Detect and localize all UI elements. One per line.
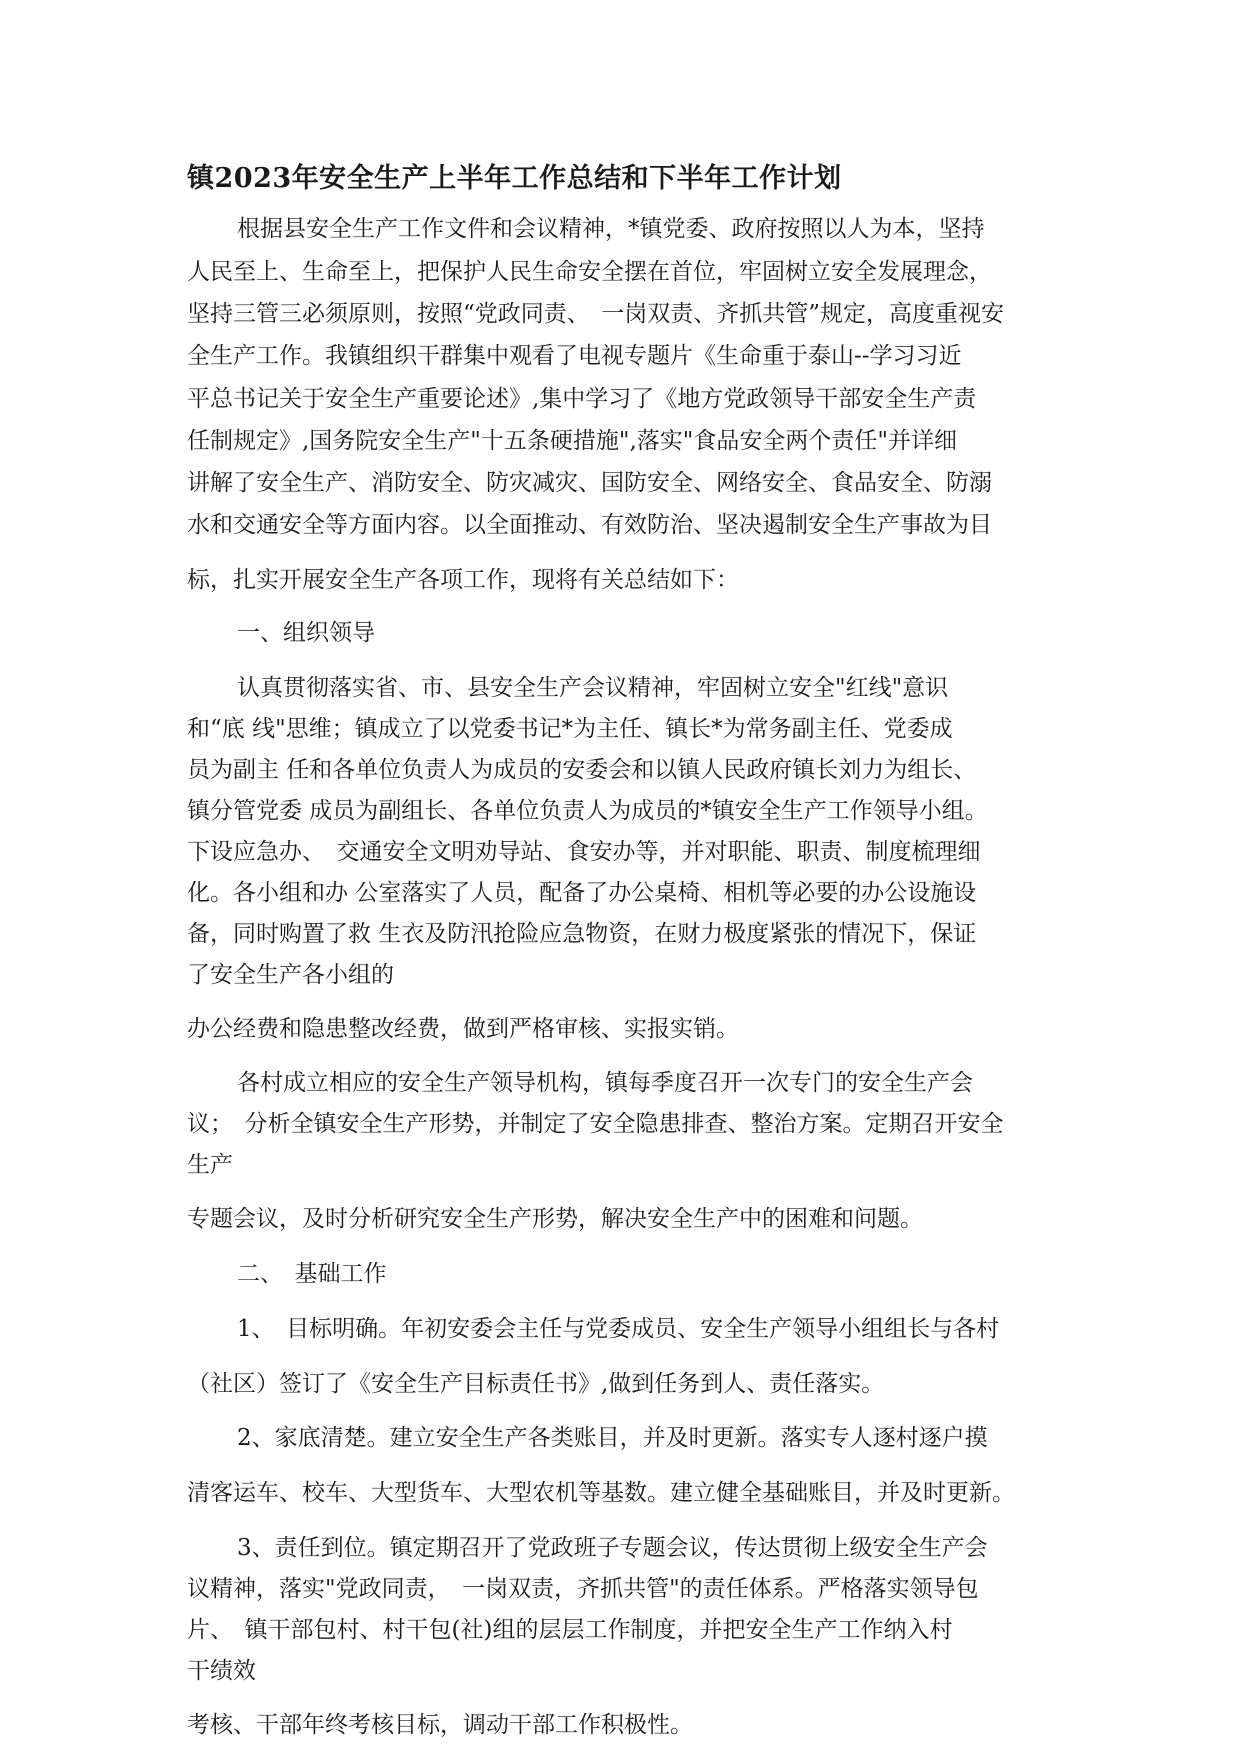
paragraph-line: 议； 分析全镇安全生产形势，并制定了安全隐患排查、整治方案。定期召开安全 [187, 1111, 1004, 1137]
paragraph-line: 清客运车、校车、大型货车、大型农机等基数。建立健全基础账目，并及时更新。 [187, 1480, 1015, 1506]
section-heading: 一、组织领导 [237, 620, 375, 646]
paragraph-line: 办公经费和隐患整改经费，做到严格审核、实报实销。 [187, 1016, 739, 1042]
paragraph-line: 任制规定》,国务院安全生产"十五条硬措施",落实"食品安全两个责任"并详细 [187, 428, 957, 454]
paragraph-line: 2、家底清楚。建立安全生产各类账目，并及时更新。落实专人逐村逐户摸 [237, 1425, 988, 1451]
paragraph-line: 议精神，落实"党政同责， 一岗双责，齐抓共管"的责任体系。严格落实领导包 [187, 1576, 979, 1602]
paragraph-line: 标，扎实开展安全生产各项工作，现将有关总结如下： [187, 567, 739, 593]
paragraph-line: 考核、干部年终考核目标，调动干部工作积极性。 [187, 1712, 693, 1738]
paragraph-line: （社区）签订了《安全生产目标责任书》,做到任务到人、责任落实。 [187, 1371, 885, 1397]
document-title: 镇2023年安全生产上半年工作总结和下半年工作计划 [187, 163, 842, 194]
paragraph-line: 生产 [187, 1152, 233, 1178]
paragraph-line: 各村成立相应的安全生产领导机构，镇每季度召开一次专门的安全生产会 [237, 1070, 973, 1096]
paragraph-line: 员为副主 任和各单位负责人为成员的安委会和以镇人民政府镇长刘力为组长、 [187, 757, 977, 783]
paragraph-line: 讲解了安全生产、消防安全、防灾减灾、国防安全、网络安全、食品安全、防溺 [187, 470, 992, 496]
paragraph-line: 化。各小组和办 公室落实了人员，配备了办公桌椅、相机等必要的办公设施设 [187, 880, 977, 906]
paragraph-line: 水和交通安全等方面内容。以全面推动、有效防治、坚决遏制安全生产事故为目 [187, 512, 992, 538]
paragraph-line: 备，同时购置了救 生衣及防汛抢险应急物资，在财力极度紧张的情况下，保证 [187, 921, 977, 947]
paragraph-line: 镇分管党委 成员为副组长、各单位负责人为成员的*镇安全生产工作领导小组。 [187, 798, 988, 824]
paragraph-line: 根据县安全生产工作文件和会议精神，*镇党委、政府按照以人为本，坚持 [237, 216, 985, 242]
paragraph-line: 1、 目标明确。年初安委会主任与党委成员、安全生产领导小组组长与各村 [237, 1316, 1000, 1342]
paragraph-line: 干绩效 [187, 1658, 256, 1684]
paragraph-line: 下设应急办、 交通安全文明劝导站、食安办等，并对职能、职责、制度梳理细 [187, 839, 981, 865]
paragraph-line: 了安全生产各小组的 [187, 962, 394, 988]
paragraph-line: 和“底 线"思维；镇成立了以党委书记*为主任、镇长*为常务副主任、党委成 [187, 716, 953, 742]
paragraph-line: 专题会议，及时分析研究安全生产形势，解决安全生产中的困难和问题。 [187, 1206, 923, 1232]
section-heading: 二、 基础工作 [237, 1261, 387, 1287]
paragraph-line: 片、 镇干部包村、村干包(社)组的层层工作制度，并把安全生产工作纳入村 [187, 1617, 953, 1643]
paragraph-line: 全生产工作。我镇组织干群集中观看了电视专题片《生命重于泰山--学习习近 [187, 343, 962, 369]
paragraph-line: 坚持三管三必须原则，按照“党政同责、 一岗双责、齐抓共管”规定，高度重视安 [187, 301, 1005, 327]
paragraph-line: 3、责任到位。镇定期召开了党政班子专题会议，传达贯彻上级安全生产会 [237, 1535, 988, 1561]
paragraph-line: 认真贯彻落实省、市、县安全生产会议精神，牢固树立安全"红线"意识 [237, 675, 949, 701]
paragraph-line: 平总书记关于安全生产重要论述》,集中学习了《地方党政领导干部安全生产责 [187, 386, 977, 412]
paragraph-line: 人民至上、生命至上，把保护人民生命安全摆在首位，牢固树立安全发展理念， [187, 259, 992, 285]
